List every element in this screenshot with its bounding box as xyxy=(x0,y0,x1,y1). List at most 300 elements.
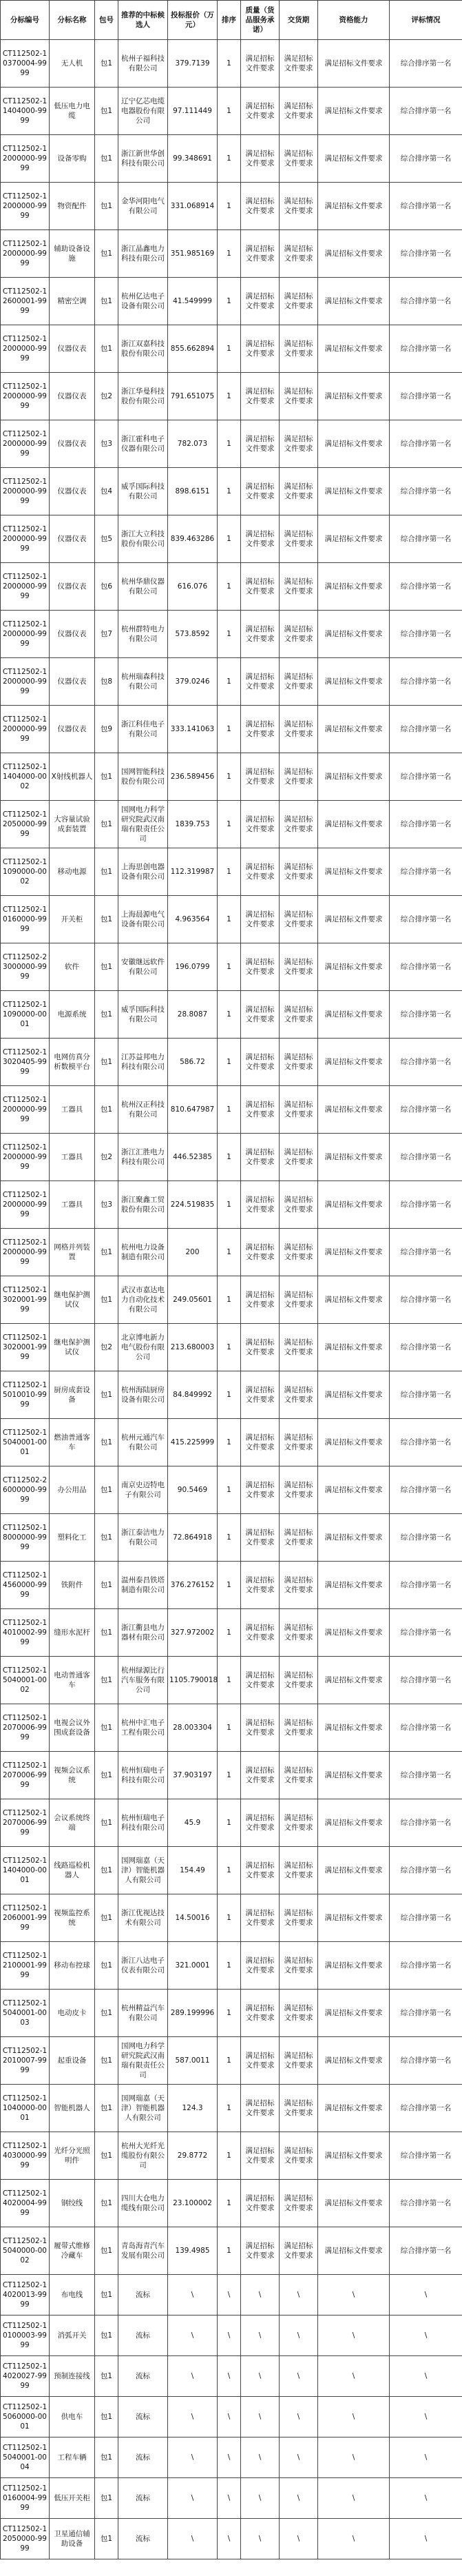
table-row xyxy=(1,611,462,658)
quality-cell: 满足招标文件要求 xyxy=(241,1466,280,1514)
delivery-cell: 满足招标文件要求 xyxy=(280,1752,318,1799)
rank-cell: 1 xyxy=(218,325,241,373)
bid-price-cell: 84.849992 xyxy=(168,1371,218,1419)
evaluation-cell: 综合排序第一名 xyxy=(390,753,462,801)
quality-cell: 满足招标文件要求 xyxy=(241,943,280,991)
quality-cell: 满足招标文件要求 xyxy=(241,658,280,706)
quality-cell: 满足招标文件要求 xyxy=(241,373,280,420)
evaluation-cell: \ xyxy=(390,2519,462,2559)
qualification-cell: 满足招标文件要求 xyxy=(318,230,390,278)
bid-price-cell: \ xyxy=(168,2316,218,2356)
rank-cell: 1 xyxy=(218,1276,241,1324)
package-no-cell: 包1 xyxy=(95,848,118,896)
section-name-cell: 预制连接线 xyxy=(50,2356,95,2397)
rank-cell: 1 xyxy=(218,1039,241,1086)
qualification-cell: 满足招标文件要求 xyxy=(318,135,390,183)
table-row xyxy=(1,373,462,420)
rank-cell: 1 xyxy=(218,1799,241,1847)
delivery-cell: 满足招标文件要求 xyxy=(280,1609,318,1657)
package-no-cell: 包2 xyxy=(95,1324,118,1371)
candidate-cell: 浙江聚鑫工贸股份有限公司 xyxy=(118,1181,168,1229)
bid-price-cell: 224.519835 xyxy=(168,1181,218,1229)
bid-price-cell: 29.8772 xyxy=(168,2132,218,2180)
candidate-cell: 上海思创电器设备有限公司 xyxy=(118,848,168,896)
delivery-cell: \ xyxy=(280,2397,318,2437)
delivery-cell: 满足招标文件要求 xyxy=(280,2037,318,2085)
section-name-cell: 工器具 xyxy=(50,1134,95,1181)
candidate-cell: 杭州恒瑞电子科技有限公司 xyxy=(118,1752,168,1799)
package-no-cell: 包4 xyxy=(95,468,118,515)
table-row xyxy=(1,1466,462,1514)
evaluation-cell: 综合排序第一名 xyxy=(390,1229,462,1276)
table-row xyxy=(1,135,462,183)
qualification-cell: 满足招标文件要求 xyxy=(318,468,390,515)
bid-price-cell: 249.05601 xyxy=(168,1276,218,1324)
candidate-cell: 杭州中汇电子工程有限公司 xyxy=(118,1704,168,1752)
qualification-cell: 满足招标文件要求 xyxy=(318,1466,390,1514)
evaluation-cell: 综合排序第一名 xyxy=(390,1942,462,1990)
section-name-cell: 工器具 xyxy=(50,1181,95,1229)
candidate-cell: 杭州华鼎仪器有限公司 xyxy=(118,563,168,611)
package-no-cell: 包1 xyxy=(95,40,118,88)
quality-cell: 满足招标文件要求 xyxy=(241,1657,280,1704)
qualification-cell: 满足招标文件要求 xyxy=(318,1847,390,1894)
evaluation-cell: 综合排序第一名 xyxy=(390,1276,462,1324)
package-no-cell: 包1 xyxy=(95,2037,118,2085)
quality-cell: 满足招标文件要求 xyxy=(241,991,280,1039)
quality-cell: 满足招标文件要求 xyxy=(241,1942,280,1990)
bid-price-cell: 810.647987 xyxy=(168,1086,218,1134)
qualification-cell: 满足招标文件要求 xyxy=(318,1990,390,2037)
quality-cell: 满足招标文件要求 xyxy=(241,801,280,848)
quality-cell: 满足招标文件要求 xyxy=(241,183,280,230)
header-candidate: 推荐的中标候选人 xyxy=(118,1,168,40)
qualification-cell: \ xyxy=(318,2316,390,2356)
candidate-cell: 杭州绿源比行汽车服务有限公司 xyxy=(118,1657,168,1704)
qualification-cell: 满足招标文件要求 xyxy=(318,658,390,706)
rank-cell: 1 xyxy=(218,1324,241,1371)
rank-cell: 1 xyxy=(218,278,241,325)
evaluation-cell: 综合排序第一名 xyxy=(390,1039,462,1086)
table-row xyxy=(1,468,462,515)
evaluation-cell: 综合排序第一名 xyxy=(390,2132,462,2180)
quality-cell: 满足招标文件要求 xyxy=(241,325,280,373)
candidate-cell: 杭州元通汽车有限公司 xyxy=(118,1419,168,1466)
quality-cell: 满足招标文件要求 xyxy=(241,1276,280,1324)
table-row xyxy=(1,753,462,801)
table-row xyxy=(1,1371,462,1419)
rank-cell: \ xyxy=(218,2519,241,2559)
header-delivery: 交货期 xyxy=(280,1,318,40)
delivery-cell: 满足招标文件要求 xyxy=(280,1181,318,1229)
table-row xyxy=(1,1942,462,1990)
section-code-cell: CT112502-12000000-9999 xyxy=(1,135,50,183)
quality-cell: 满足招标文件要求 xyxy=(241,40,280,88)
delivery-cell: 满足招标文件要求 xyxy=(280,1799,318,1847)
section-code-cell: CT112502-12100001-9999 xyxy=(1,1942,50,1990)
qualification-cell: 满足招标文件要求 xyxy=(318,2037,390,2085)
quality-cell: \ xyxy=(241,2478,280,2519)
candidate-cell: 江苏益邦电力科技有限公司 xyxy=(118,1039,168,1086)
delivery-cell: 满足招标文件要求 xyxy=(280,1371,318,1419)
package-no-cell: 包8 xyxy=(95,658,118,706)
candidate-cell: 杭州子福科技有限公司 xyxy=(118,40,168,88)
bid-price-cell: \ xyxy=(168,2275,218,2316)
rank-cell: 1 xyxy=(218,2085,241,2132)
qualification-cell: 满足招标文件要求 xyxy=(318,1039,390,1086)
bid-price-cell: 90.5469 xyxy=(168,1466,218,1514)
evaluation-cell: \ xyxy=(390,2356,462,2397)
evaluation-cell: 综合排序第一名 xyxy=(390,2037,462,2085)
rank-cell: 1 xyxy=(218,753,241,801)
candidate-cell: 浙江八达电子仪表有限公司 xyxy=(118,1942,168,1990)
quality-cell: 满足招标文件要求 xyxy=(241,2085,280,2132)
candidate-cell: 流标 xyxy=(118,2437,168,2478)
bid-price-cell: 351.985169 xyxy=(168,230,218,278)
qualification-cell: 满足招标文件要求 xyxy=(318,753,390,801)
section-name-cell: X射线机器人 xyxy=(50,753,95,801)
candidate-cell: 浙江优视达技术有限公司 xyxy=(118,1894,168,1942)
package-no-cell: 包1 xyxy=(95,2085,118,2132)
table-row xyxy=(1,2316,462,2356)
rank-cell: 1 xyxy=(218,2227,241,2275)
qualification-cell: 满足招标文件要求 xyxy=(318,1657,390,1704)
qualification-cell: \ xyxy=(318,2275,390,2316)
evaluation-cell: 综合排序第一名 xyxy=(390,1894,462,1942)
package-no-cell: 包1 xyxy=(95,1371,118,1419)
evaluation-cell: 综合排序第一名 xyxy=(390,278,462,325)
section-code-cell: CT112502-10370004-9999 xyxy=(1,40,50,88)
package-no-cell: 包1 xyxy=(95,1466,118,1514)
qualification-cell: \ xyxy=(318,2437,390,2478)
qualification-cell: 满足招标文件要求 xyxy=(318,40,390,88)
evaluation-cell: 综合排序第一名 xyxy=(390,135,462,183)
table-row xyxy=(1,2132,462,2180)
bid-price-cell: 45.9 xyxy=(168,1799,218,1847)
bid-price-cell: 898.6151 xyxy=(168,468,218,515)
section-name-cell: 仪器仪表 xyxy=(50,611,95,658)
evaluation-cell: 综合排序第一名 xyxy=(390,1847,462,1894)
package-no-cell: 包1 xyxy=(95,278,118,325)
table-row xyxy=(1,563,462,611)
candidate-cell: 杭州群特电力有限公司 xyxy=(118,611,168,658)
delivery-cell: 满足招标文件要求 xyxy=(280,88,318,135)
candidate-cell: 流标 xyxy=(118,2397,168,2437)
section-name-cell: 铁附件 xyxy=(50,1562,95,1609)
section-name-cell: 电网仿真分析数模平台 xyxy=(50,1039,95,1086)
delivery-cell: 满足招标文件要求 xyxy=(280,40,318,88)
package-no-cell: 包1 xyxy=(95,1799,118,1847)
quality-cell: \ xyxy=(241,2397,280,2437)
evaluation-cell: 综合排序第一名 xyxy=(390,611,462,658)
candidate-cell: 国网电力科学研究院武汉南瑞有限责任公司 xyxy=(118,2037,168,2085)
qualification-cell: 满足招标文件要求 xyxy=(318,2085,390,2132)
section-name-cell: 网格并列装置 xyxy=(50,1229,95,1276)
bid-price-cell: \ xyxy=(168,2356,218,2397)
table-row xyxy=(1,1134,462,1181)
table-row xyxy=(1,325,462,373)
section-name-cell: 卫星通信辅助设备 xyxy=(50,2519,95,2559)
rank-cell: 1 xyxy=(218,1752,241,1799)
section-code-cell: CT112502-12000000-9999 xyxy=(1,563,50,611)
bid-price-cell: 782.073 xyxy=(168,420,218,468)
section-code-cell: CT112502-12000000-9999 xyxy=(1,230,50,278)
candidate-cell: 国网瑞嘉（天津）智能机器人有限公司 xyxy=(118,1847,168,1894)
evaluation-cell: \ xyxy=(390,2437,462,2478)
package-no-cell: 包1 xyxy=(95,991,118,1039)
package-no-cell: 包3 xyxy=(95,420,118,468)
table-row xyxy=(1,1562,462,1609)
rank-cell: 1 xyxy=(218,1371,241,1419)
evaluation-cell: 综合排序第一名 xyxy=(390,848,462,896)
header-row xyxy=(1,1,462,40)
package-no-cell: 包1 xyxy=(95,801,118,848)
package-no-cell: 包1 xyxy=(95,1657,118,1704)
delivery-cell: 满足招标文件要求 xyxy=(280,943,318,991)
quality-cell: 满足招标文件要求 xyxy=(241,1086,280,1134)
qualification-cell: 满足招标文件要求 xyxy=(318,373,390,420)
section-name-cell: 塑料化工 xyxy=(50,1514,95,1562)
package-no-cell: 包1 xyxy=(95,1942,118,1990)
qualification-cell: 满足招标文件要求 xyxy=(318,1371,390,1419)
qualification-cell: 满足招标文件要求 xyxy=(318,1704,390,1752)
rank-cell: 1 xyxy=(218,2180,241,2227)
bid-price-cell: 289.199996 xyxy=(168,1990,218,2037)
delivery-cell: 满足招标文件要求 xyxy=(280,753,318,801)
section-code-cell: CT112502-14560000-9999 xyxy=(1,1562,50,1609)
table-row xyxy=(1,2478,462,2519)
delivery-cell: 满足招标文件要求 xyxy=(280,1990,318,2037)
bid-price-cell: 154.49 xyxy=(168,1847,218,1894)
rank-cell: 1 xyxy=(218,1657,241,1704)
qualification-cell: 满足招标文件要求 xyxy=(318,1799,390,1847)
quality-cell: 满足招标文件要求 xyxy=(241,1609,280,1657)
rank-cell: 1 xyxy=(218,1466,241,1514)
section-code-cell: CT112502-15040001-0001 xyxy=(1,1419,50,1466)
rank-cell: 1 xyxy=(218,1847,241,1894)
section-code-cell: CT112502-14020027-9999 xyxy=(1,2356,50,2397)
candidate-cell: 流标 xyxy=(118,2519,168,2559)
delivery-cell: 满足招标文件要求 xyxy=(280,1086,318,1134)
package-no-cell: 包1 xyxy=(95,1562,118,1609)
delivery-cell: 满足招标文件要求 xyxy=(280,1039,318,1086)
bid-price-cell: 99.348691 xyxy=(168,135,218,183)
delivery-cell: 满足招标文件要求 xyxy=(280,706,318,753)
table-row xyxy=(1,1229,462,1276)
section-name-cell: 仪器仪表 xyxy=(50,706,95,753)
quality-cell: 满足招标文件要求 xyxy=(241,1181,280,1229)
candidate-cell: 温州泰昌铁塔制造有限公司 xyxy=(118,1562,168,1609)
bid-price-cell: 112.319987 xyxy=(168,848,218,896)
quality-cell: 满足招标文件要求 xyxy=(241,1562,280,1609)
evaluation-cell: 综合排序第一名 xyxy=(390,1799,462,1847)
package-no-cell: 包1 xyxy=(95,2132,118,2180)
delivery-cell: 满足招标文件要求 xyxy=(280,1942,318,1990)
section-code-cell: CT112502-12000000-9999 xyxy=(1,468,50,515)
section-code-cell: CT112502-12060001-9999 xyxy=(1,1894,50,1942)
candidate-cell: 金华河阳电气有限公司 xyxy=(118,183,168,230)
rank-cell: \ xyxy=(218,2275,241,2316)
package-no-cell: 包1 xyxy=(95,135,118,183)
candidate-cell: 杭州恒瑞电子科技有限公司 xyxy=(118,1799,168,1847)
section-code-cell: CT112502-11090000-0001 xyxy=(1,991,50,1039)
section-code-cell: CT112502-12000000-9999 xyxy=(1,420,50,468)
bid-price-cell: 1105.790018 xyxy=(168,1657,218,1704)
quality-cell: 满足招标文件要求 xyxy=(241,1371,280,1419)
qualification-cell: \ xyxy=(318,2397,390,2437)
package-no-cell: 包1 xyxy=(95,896,118,943)
evaluation-cell: 综合排序第一名 xyxy=(390,1134,462,1181)
qualification-cell: 满足招标文件要求 xyxy=(318,848,390,896)
rank-cell: 1 xyxy=(218,1086,241,1134)
qualification-cell: 满足招标文件要求 xyxy=(318,183,390,230)
section-code-cell: CT112502-15040001-0002 xyxy=(1,1657,50,1704)
rank-cell: 1 xyxy=(218,2037,241,2085)
delivery-cell: 满足招标文件要求 xyxy=(280,563,318,611)
package-no-cell: 包3 xyxy=(95,1181,118,1229)
section-code-cell: CT112502-12000000-9999 xyxy=(1,515,50,563)
section-name-cell: 起重设备 xyxy=(50,2037,95,2085)
bid-price-cell: 4.963564 xyxy=(168,896,218,943)
delivery-cell: 满足招标文件要求 xyxy=(280,230,318,278)
evaluation-cell: 综合排序第一名 xyxy=(390,515,462,563)
candidate-cell: 浙江新世华创科技有限公司 xyxy=(118,135,168,183)
rank-cell: 1 xyxy=(218,848,241,896)
package-no-cell: 包1 xyxy=(95,1609,118,1657)
evaluation-cell: 综合排序第一名 xyxy=(390,420,462,468)
package-no-cell: 包1 xyxy=(95,2437,118,2478)
quality-cell: \ xyxy=(241,2437,280,2478)
candidate-cell: 杭州海陆厨房设备有限公司 xyxy=(118,1371,168,1419)
evaluation-cell: 综合排序第一名 xyxy=(390,373,462,420)
section-name-cell: 低压开关柜 xyxy=(50,2478,95,2519)
section-name-cell: 视频监控系统 xyxy=(50,1894,95,1942)
table-row xyxy=(1,1039,462,1086)
table-row xyxy=(1,2085,462,2132)
package-no-cell: 包1 xyxy=(95,2227,118,2275)
package-no-cell: 包1 xyxy=(95,88,118,135)
table-row xyxy=(1,848,462,896)
quality-cell: \ xyxy=(241,2356,280,2397)
quality-cell: 满足招标文件要求 xyxy=(241,2180,280,2227)
candidate-cell: 流标 xyxy=(118,2478,168,2519)
quality-cell: 满足招标文件要求 xyxy=(241,1990,280,2037)
quality-cell: 满足招标文件要求 xyxy=(241,1752,280,1799)
section-name-cell: 履带式维修冷藏车 xyxy=(50,2227,95,2275)
section-code-cell: CT112502-11404000-0001 xyxy=(1,1847,50,1894)
section-name-cell: 电动皮卡 xyxy=(50,1990,95,2037)
delivery-cell: 满足招标文件要求 xyxy=(280,658,318,706)
section-code-cell: CT112502-14020004-9999 xyxy=(1,2180,50,2227)
header-evaluation: 评标情况 xyxy=(390,1,462,40)
package-no-cell: 包1 xyxy=(95,230,118,278)
table-row xyxy=(1,2227,462,2275)
table-row xyxy=(1,706,462,753)
qualification-cell: \ xyxy=(318,2356,390,2397)
delivery-cell: 满足招标文件要求 xyxy=(280,1847,318,1894)
quality-cell: 满足招标文件要求 xyxy=(241,2132,280,2180)
evaluation-cell: 综合排序第一名 xyxy=(390,706,462,753)
section-name-cell: 大容量试验成套装置 xyxy=(50,801,95,848)
section-code-cell: CT112502-10100003-9999 xyxy=(1,2316,50,2356)
section-name-cell: 仪器仪表 xyxy=(50,325,95,373)
evaluation-cell: 综合排序第一名 xyxy=(390,1752,462,1799)
section-code-cell: CT112502-12010007-9999 xyxy=(1,2037,50,2085)
bid-price-cell: 139.4985 xyxy=(168,2227,218,2275)
section-name-cell: 移动布控球 xyxy=(50,1942,95,1990)
delivery-cell: 满足招标文件要求 xyxy=(280,1514,318,1562)
bid-price-cell: 586.72 xyxy=(168,1039,218,1086)
package-no-cell: 包1 xyxy=(95,2519,118,2559)
section-name-cell: 供电车 xyxy=(50,2397,95,2437)
delivery-cell: 满足招标文件要求 xyxy=(280,2180,318,2227)
section-code-cell: CT112502-23000000-9999 xyxy=(1,943,50,991)
candidate-cell: 杭州大光纤光缆股份有限公司 xyxy=(118,2132,168,2180)
delivery-cell: 满足招标文件要求 xyxy=(280,1419,318,1466)
quality-cell: 满足招标文件要求 xyxy=(241,135,280,183)
qualification-cell: 满足招标文件要求 xyxy=(318,325,390,373)
qualification-cell: 满足招标文件要求 xyxy=(318,1894,390,1942)
package-no-cell: 包6 xyxy=(95,563,118,611)
delivery-cell: 满足招标文件要求 xyxy=(280,468,318,515)
package-no-cell: 包1 xyxy=(95,183,118,230)
section-name-cell: 物资配件 xyxy=(50,183,95,230)
section-name-cell: 布电线 xyxy=(50,2275,95,2316)
bid-price-cell: 213.680003 xyxy=(168,1324,218,1371)
qualification-cell: 满足招标文件要求 xyxy=(318,1086,390,1134)
section-name-cell: 缝形水泥杆 xyxy=(50,1609,95,1657)
quality-cell: 满足招标文件要求 xyxy=(241,611,280,658)
qualification-cell: 满足招标文件要求 xyxy=(318,991,390,1039)
package-no-cell: 包1 xyxy=(95,1990,118,2037)
section-name-cell: 钢绞线 xyxy=(50,2180,95,2227)
rank-cell: 1 xyxy=(218,1134,241,1181)
evaluation-cell: 综合排序第一名 xyxy=(390,1514,462,1562)
section-name-cell: 办公用品 xyxy=(50,1466,95,1514)
section-name-cell: 设备零购 xyxy=(50,135,95,183)
qualification-cell: 满足招标文件要求 xyxy=(318,1324,390,1371)
bid-price-cell: \ xyxy=(168,2519,218,2559)
table-row xyxy=(1,1609,462,1657)
section-code-cell: CT112502-12000000-9999 xyxy=(1,1181,50,1229)
rank-cell: 1 xyxy=(218,2132,241,2180)
delivery-cell: \ xyxy=(280,2437,318,2478)
quality-cell: 满足招标文件要求 xyxy=(241,563,280,611)
section-code-cell: CT112502-12000000-9999 xyxy=(1,706,50,753)
rank-cell: 1 xyxy=(218,468,241,515)
quality-cell: 满足招标文件要求 xyxy=(241,1704,280,1752)
section-name-cell: 开关柜 xyxy=(50,896,95,943)
section-name-cell: 厨房成套设备 xyxy=(50,1371,95,1419)
package-no-cell: 包1 xyxy=(95,1039,118,1086)
evaluation-cell: 综合排序第一名 xyxy=(390,2227,462,2275)
section-code-cell: CT112502-13020405-9999 xyxy=(1,1039,50,1086)
section-name-cell: 会议系统终端 xyxy=(50,1799,95,1847)
package-no-cell: 包1 xyxy=(95,943,118,991)
evaluation-cell: 综合排序第一名 xyxy=(390,183,462,230)
bid-price-cell: 236.589456 xyxy=(168,753,218,801)
table-row xyxy=(1,278,462,325)
candidate-cell: 国网瑞嘉（天津）智能机器人有限公司 xyxy=(118,2085,168,2132)
candidate-cell: 杭州电力设备制造有限公司 xyxy=(118,1229,168,1276)
rank-cell: 1 xyxy=(218,1181,241,1229)
header-section-code: 分标编号 xyxy=(1,1,50,40)
rank-cell: 1 xyxy=(218,183,241,230)
delivery-cell: 满足招标文件要求 xyxy=(280,801,318,848)
section-code-cell: CT112502-12000000-9999 xyxy=(1,373,50,420)
evaluation-cell: 综合排序第一名 xyxy=(390,563,462,611)
package-no-cell: 包1 xyxy=(95,753,118,801)
